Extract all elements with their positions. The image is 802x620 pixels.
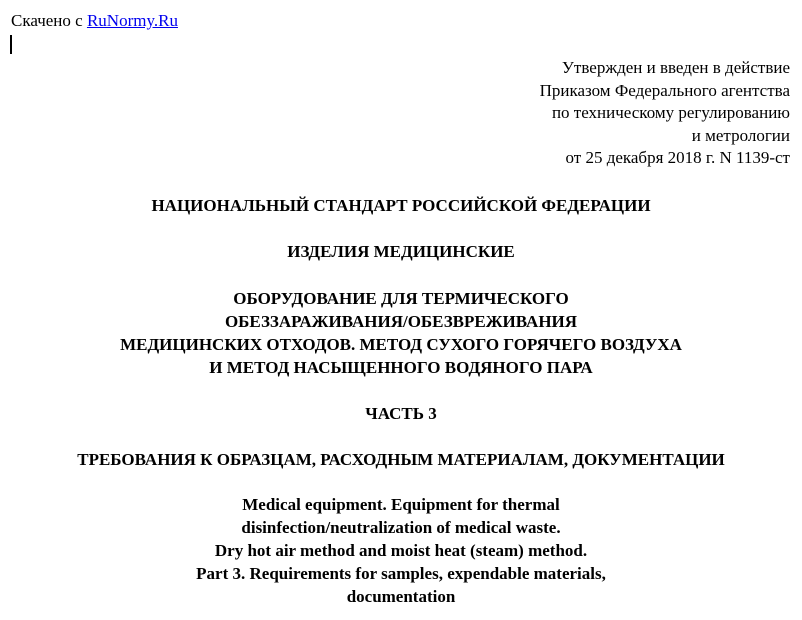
downloaded-prefix-text: Скачено с bbox=[11, 11, 83, 30]
approval-line: от 25 декабря 2018 г. N 1139-ст bbox=[565, 148, 790, 167]
text-cursor bbox=[10, 35, 12, 54]
standard-title-text: НАЦИОНАЛЬНЫЙ СТАНДАРТ РОССИЙСКОЙ ФЕДЕРАЦИИ bbox=[151, 196, 651, 215]
english-title-line: disinfection/neutralization of medical waste. bbox=[241, 518, 561, 537]
equipment-title bbox=[0, 287, 802, 379]
product-title bbox=[0, 240, 802, 263]
english-title-line: Medical equipment. Equipment for thermal bbox=[242, 495, 560, 514]
english-title-line: Part 3. Requirements for samples, expendable materials, bbox=[196, 564, 606, 583]
english-title-line: documentation bbox=[346, 587, 456, 606]
approval-line: Утвержден и введен в действие bbox=[561, 58, 790, 77]
requirements-title bbox=[0, 448, 802, 471]
english-title-line: Dry hot air method and moist heat (steam) method. bbox=[214, 541, 588, 560]
product-title-text: ИЗДЕЛИЯ МЕДИЦИНСКИЕ bbox=[287, 242, 515, 261]
standard-title bbox=[0, 194, 802, 217]
equipment-title-line: И МЕТОД НАСЫЩЕННОГО ВОДЯНОГО ПАРА bbox=[209, 358, 593, 377]
approval-line: по техническому регулированию bbox=[551, 103, 790, 122]
part-title-text: ЧАСТЬ 3 bbox=[365, 404, 437, 423]
equipment-title-line: ОБЕЗЗАРАЖИВАНИЯ/ОБЕЗВРЕЖИВАНИЯ bbox=[224, 312, 578, 331]
equipment-title-line: ОБОРУДОВАНИЕ ДЛЯ ТЕРМИЧЕСКОГО bbox=[233, 289, 569, 308]
english-title bbox=[0, 493, 802, 608]
approval-line: и метрологии bbox=[691, 125, 790, 145]
approval-block bbox=[310, 57, 790, 170]
approval-line: Приказом Федерального агентства bbox=[539, 80, 790, 100]
part-title bbox=[0, 402, 802, 425]
download-source-line bbox=[11, 10, 178, 32]
source-link[interactable]: RuNormy.Ru bbox=[86, 11, 178, 30]
equipment-title-line: МЕДИЦИНСКИХ ОТХОДОВ. МЕТОД СУХОГО ГОРЯЧЕГО ВОЗДУХА bbox=[120, 335, 682, 354]
requirements-title-text: ТРЕБОВАНИЯ К ОБРАЗЦАМ, РАСХОДНЫМ МАТЕРИАЛАМ, ДОКУМЕНТАЦИИ bbox=[77, 450, 725, 469]
